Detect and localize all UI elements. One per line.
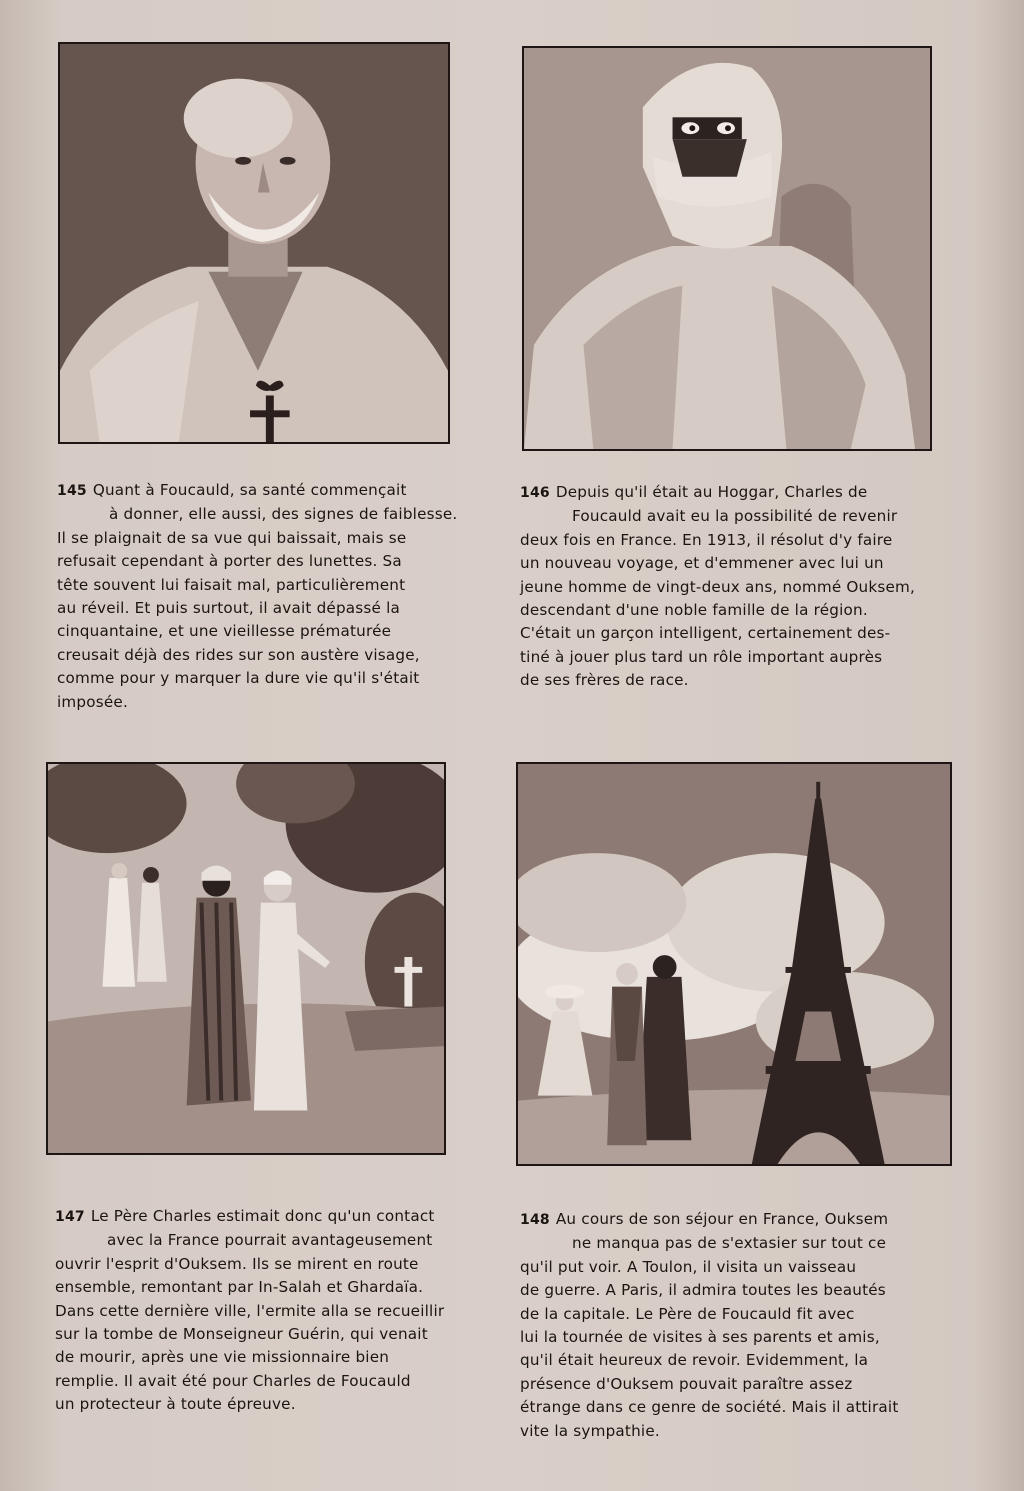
caption-line: cinquantaine, et une vieillesse prématurée <box>57 622 392 641</box>
caption-145 <box>57 479 458 714</box>
caption-line: tête souvent lui faisait mal, particulièrement <box>57 575 406 594</box>
caption-line: au réveil. Et puis surtout, il avait dépassé la <box>57 599 401 618</box>
caption-line: creusait déjà des rides sur son austère visage, <box>57 645 420 664</box>
illustration-147-tomb-visit <box>46 762 446 1155</box>
caption-line: tiné à jouer plus tard un rôle important auprès <box>520 647 883 666</box>
caption-line: refusait cependant à porter des lunettes. Sa <box>57 552 402 571</box>
caption-line: Au cours de son séjour en France, Ouksem <box>555 1210 889 1228</box>
caption-line: imposée. <box>57 692 128 711</box>
caption-line: Dans cette dernière ville, l'ermite alla se recueillir <box>55 1301 445 1320</box>
caption-number: 146 <box>520 485 550 501</box>
caption-number: 147 <box>55 1209 85 1225</box>
caption-line: un nouveau voyage, et d'emmener avec lui un <box>520 554 884 573</box>
caption-146 <box>520 481 924 693</box>
caption-line: présence d'Ouksem pouvait paraître assez <box>520 1374 853 1393</box>
caption-line: qu'il put voir. A Toulon, il visita un vaisseau <box>520 1257 857 1276</box>
caption-line: de mourir, après une vie missionnaire bien <box>55 1348 390 1367</box>
caption-number: 145 <box>57 483 87 499</box>
illustration-148-eiffel-tower <box>516 762 952 1166</box>
caption-line: un protecteur à toute épreuve. <box>55 1395 296 1414</box>
caption-line: de ses frères de race. <box>520 671 689 690</box>
caption-line: avec la France pourrait avantageusement <box>107 1231 433 1250</box>
caption-147 <box>55 1205 453 1417</box>
caption-148 <box>520 1208 930 1443</box>
caption-line: ouvrir l'esprit d'Ouksem. Ils se mirent en route <box>55 1254 419 1273</box>
illustration-146-veiled-ouksem <box>522 46 932 451</box>
caption-line: Il se plaignait de sa vue qui baissait, mais se <box>57 528 407 547</box>
caption-line: Le Père Charles estimait donc qu'un contact <box>90 1207 435 1225</box>
caption-line: sur la tombe de Monseigneur Guérin, qui venait <box>55 1325 428 1344</box>
caption-line: deux fois en France. En 1913, il résolut d'y faire <box>520 530 893 549</box>
illustration-145-foucauld-portrait <box>58 42 450 444</box>
caption-line: Depuis qu'il était au Hoggar, Charles de <box>555 483 868 501</box>
caption-line: jeune homme de vingt-deux ans, nommé Ouksem, <box>520 577 916 596</box>
caption-line: de la capitale. Le Père de Foucauld fit avec <box>520 1304 855 1323</box>
caption-line: remplie. Il avait été pour Charles de Foucauld <box>55 1371 411 1390</box>
caption-line: de guerre. A Paris, il admira toutes les beautés <box>520 1281 886 1300</box>
caption-line: descendant d'une noble famille de la région. <box>520 601 868 620</box>
caption-line: qu'il était heureux de revoir. Evidemment, la <box>520 1351 869 1370</box>
caption-line: ne manqua pas de s'extasier sur tout ce <box>572 1234 887 1253</box>
caption-number: 148 <box>520 1212 550 1228</box>
caption-line: Foucauld avait eu la possibilité de revenir <box>572 507 898 526</box>
caption-line: étrange dans ce genre de société. Mais il attirait <box>520 1398 899 1417</box>
caption-line: ensemble, remontant par In-Salah et Ghardaïa. <box>55 1278 424 1297</box>
caption-line: lui la tournée de visites à ses parents et amis, <box>520 1328 880 1347</box>
caption-line: comme pour y marquer la dure vie qu'il s'était <box>57 669 420 688</box>
caption-line: à donner, elle aussi, des signes de faiblesse. <box>109 505 458 524</box>
caption-line: C'était un garçon intelligent, certainement des- <box>520 624 891 643</box>
caption-line: vite la sympathie. <box>520 1421 660 1440</box>
caption-line: Quant à Foucauld, sa santé commençait <box>92 481 407 499</box>
